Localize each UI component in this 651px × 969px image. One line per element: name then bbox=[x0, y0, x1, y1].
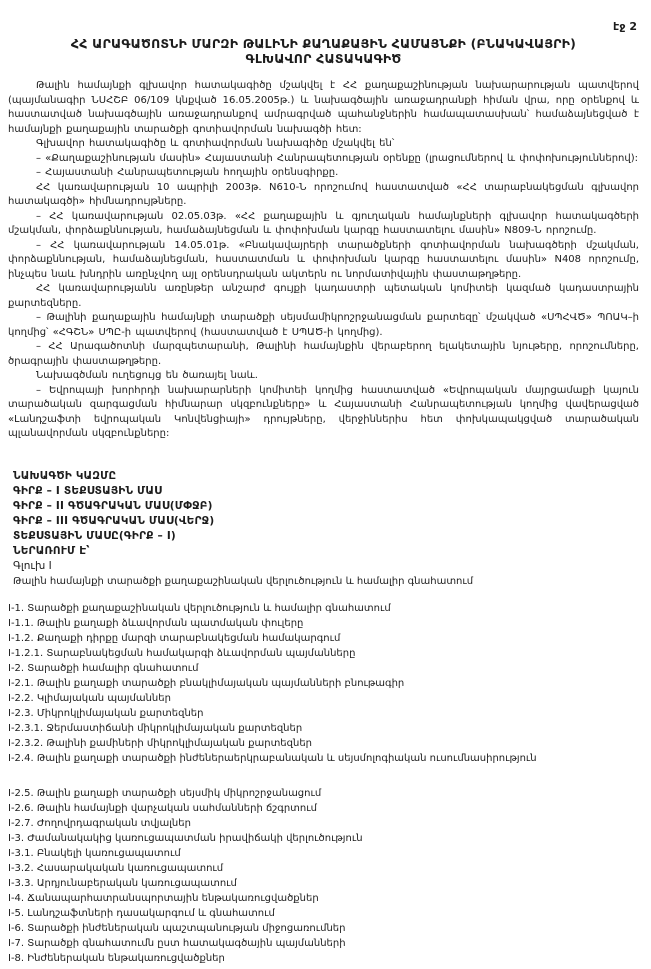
toc-item: I-8. Ինժեներական ենթակառուցվածքներ bbox=[8, 952, 225, 964]
chapter-title: Թալին համայնքի տարածքի քաղաքաշինական վերլուծություն և համալիր գնահատում bbox=[13, 575, 474, 587]
paragraph: – ՀՀ Արագածոտնի մարզպետարանի, Թալինի համայնքին վերաբերող ելակետային նյութերը, որոշումները, ծրագրային փաստաթղթերը. bbox=[8, 341, 639, 367]
toc-gap bbox=[8, 766, 639, 786]
toc-item: I-2.7. Ժողովրդագրական տվյալներ bbox=[8, 817, 191, 829]
toc-item: I-3. Ժամանակակից կառուցապատման իրավիճակի վերլուծություն bbox=[8, 832, 363, 844]
toc-item: I-1.1. Թալին քաղաքի ձևավորման պատմական փուլերը bbox=[8, 617, 304, 629]
document-title-line1: ՀՀ ԱՐԱԳԱԾՈՏՆԻ ՄԱՐԶԻ ԹԱԼԻՆԻ ՔԱՂԱՔԱՅԻՆ ՀԱՄԱՅՆՔԻ (ԲՆԱԿԱՎԱՅՐԻ) bbox=[70, 36, 577, 51]
document-title bbox=[14, 36, 633, 66]
paragraph: – ՀՀ կառավարության 14.05.01թ. «Բնակավայրերի տարածքների գոտիավորման նախագծերի մշակման, փորձաքննության, համաձայնեցման, հաստատման և փոփոխման կարգը հաստատելու մասին» N408 որոշումը, ինչպես նաև խնդրին առընչվող այլ օրենսդրական ակտերն ու նորմատիվային փաստաթղթերը. bbox=[8, 239, 639, 280]
toc-item: I-1.2. Քաղաքի դիրքը մարզի տարաբնակեցման համակարգում bbox=[8, 632, 341, 644]
toc-item: I-1. Տարածքի քաղաքաշինական վերլուծություն և համալիր գնահատում bbox=[8, 602, 391, 614]
toc-item: I-3.3. Արդյունաբերական կառուցապատում bbox=[8, 877, 237, 889]
table-of-contents bbox=[8, 601, 639, 966]
paragraph: – ՀՀ կառավարության 02.05.03թ. «ՀՀ քաղաքային և գյուղական համայնքների գլխավոր հատակագծերի մշակման, փորձաքննության, համաձայնեցման և փոփոխման կարգը հաստատելու մասին» N809-Ն որոշումը. bbox=[8, 210, 639, 236]
toc-item: I-7. Տարածքի գնահատումն ըստ հատակագծային պայմանների bbox=[8, 937, 346, 949]
introduction-paragraphs bbox=[8, 79, 639, 442]
chapter-label: Գլուխ I bbox=[13, 559, 52, 572]
toc-item: I-3.1. Բնակելի կառուցապատում bbox=[8, 847, 181, 859]
toc-item: I-2.3. Միկրոկլիմայական քարտեզներ bbox=[8, 707, 204, 719]
toc-item: I-2.5. Թալին քաղաքի տարածքի սեյսմիկ միկրոշրջանացում bbox=[8, 787, 322, 799]
paragraph: – Հայաստանի Հանրապետության հողային օրենսգիրքը. bbox=[36, 167, 339, 178]
includes-line: ՆԵՐԱՌՈՒՄ Է՝ bbox=[13, 544, 90, 557]
toc-item: I-3.2. Հասարակական կառուցապատում bbox=[8, 862, 224, 874]
toc-item: I-2.4. Թալին քաղաքի տարածքի ինժեներաերկրաբանական և սեյսմոլոգիական ուսումնասիրություն bbox=[8, 752, 537, 764]
toc-group-2 bbox=[8, 786, 639, 966]
project-composition bbox=[13, 469, 639, 589]
paragraph: – «Քաղաքաշինության մասին» Հայաստանի Հանրապետության օրենքը (լրացումներով և փոփոխություններով): bbox=[36, 152, 638, 164]
book-item: ԳԻՐՔ – I ՏԵՔՍՏԱՅԻՆ ՄԱՍ bbox=[13, 484, 163, 497]
book-item: ԳԻՐՔ – III ԳԾԱԳՐԱԿԱՆ ՄԱՍ(ՎԵՐՋ) bbox=[13, 514, 215, 527]
toc-item: I-2.3.1. Ջերմաստիճանի միկրոկլիմայական քարտեզներ bbox=[8, 722, 303, 734]
document-title-line2: ԳԼԽԱՎՈՐ ՀԱՏԱԿԱԳԻԾ bbox=[245, 51, 402, 66]
toc-item: I-2.6. Թալին համայնքի վարչական սահմանների ճշգրտում bbox=[8, 802, 317, 814]
toc-item: I-6. Տարածքի ինժեներական պաշտպանության միջոցառումներ bbox=[8, 922, 346, 934]
paragraph: ՀՀ կառավարության 10 ապրիլի 2003թ. N610-Ն որոշումով հաստատված «ՀՀ տարաբնակեցման գլխավոր հատակագծի» հիմնադրույթները. bbox=[8, 181, 639, 207]
toc-item: I-2.2. Կլիմայական պայմաններ bbox=[8, 692, 171, 704]
toc-item: I-4. Ճանապարհատրանսպորտային ենթակառուցվածքներ bbox=[8, 892, 319, 904]
book-item: ԳԻՐՔ – II ԳԾԱԳՐԱԿԱՆ ՄԱՍ(ՄՓՋԲ) bbox=[13, 499, 213, 512]
paragraph: Թալին համայնքի գլխավոր հատակագիծը մշակվել է ՀՀ քաղաքաշինության նախարարության պատվերով (պայմանագիր ՆՍՀՇԲ 06/109 կնքված 16.05.2005թ.) և նախագծային առաջադրանքի հիման վրա, որը օրենքով և հաստատված նախագծային առաջադրանքով ամրագրված պահանջներին համապատասխան՝ համաձայնեցված է համայնքի քաղաքային տարածքի գոտիավորման նախագծի հետ: bbox=[8, 80, 639, 135]
paragraph: – Թալինի քաղաքային համայնքի տարածքի սեյսմամիկրոշրջանացման քարտեզը՝ մշակված «ՍՊՀՎԾ» ՊՈԱԿ–ի կողմից՝ «ՀԳՇՆ» ՍՊԸ-ի պատվերով (հաստատված է ՍՊԱԾ-ի կողմից). bbox=[8, 312, 639, 338]
toc-item: I-2.1. Թալին քաղաքի տարածքի բնակլիմայական պայմանների բնութագիր bbox=[8, 677, 405, 689]
composition-books bbox=[13, 484, 639, 529]
toc-group-1 bbox=[8, 601, 639, 766]
composition-heading: ՆԱԽԱԳԾԻ ԿԱԶՄԸ bbox=[13, 469, 117, 482]
toc-item: I-2.3.2. Թալինի քամիների միկրոկլիմայական քարտեզներ bbox=[8, 737, 312, 749]
paragraph: ՀՀ կառավարությանն առընթեր անշարժ գույքի կադաստրի պետական կոմիտեի կազմած կադաստրային քարտեզները. bbox=[8, 283, 639, 309]
paragraph: Գլխավոր հատակագիծը և գոտիավորման նախագիծը մշակվել են՝ bbox=[36, 138, 395, 149]
toc-item: I-1.2.1. Տարաբնակեցման համակարգի ձևավորման պայմանները bbox=[8, 647, 356, 659]
paragraph: Նախագծման ուղեցույց են ծառայել նաև. bbox=[36, 370, 258, 381]
text-part-line: ՏԵՔՍՏԱՅԻՆ ՄԱՍԸ(ԳԻՐՔ – I) bbox=[13, 529, 176, 542]
page-number: էջ 2 bbox=[613, 20, 637, 33]
paragraph: – Եվրոպայի խորհրդի նախարարների կոմիտեի կողմից հաստատված «Եվրոպական մայրցամաքի կայուն տարածական զարգացման հիմնարար սկզբունքները» և Հայաստանի Հանրապետության կողմից վավերացված «Լանդշաֆտի եվրոպական Կոնվենցիայի» դրույթները, վերջիններիս հետ փոխկապակցված տարածական պլանավորման սկզբունքները: bbox=[8, 384, 639, 439]
toc-item: I-2. Տարածքի համալիր գնահատում bbox=[8, 662, 199, 674]
toc-item: I-5. Լանդշաֆտների դասակարգում և գնահատում bbox=[8, 907, 275, 919]
